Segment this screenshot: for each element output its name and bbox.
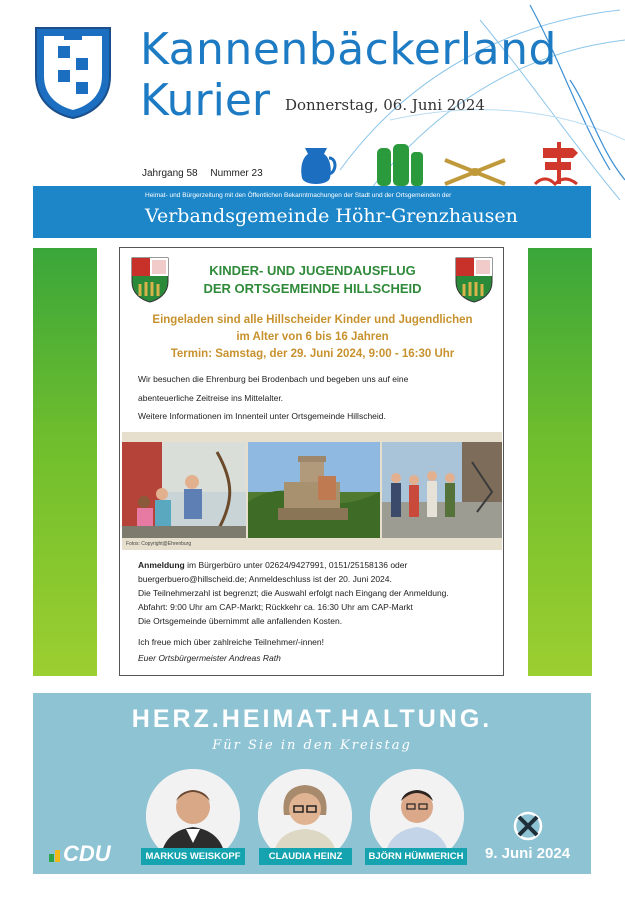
registration-line: buergerbuero@hillscheid.de; Anmeldeschluss ist der 20. Juni 2024. bbox=[138, 574, 392, 584]
invite-date-line: Termin: Samstag, der 29. Juni 2024, 9:00 - 16:30 Uhr bbox=[170, 348, 455, 360]
candidate-name-tag: BJÖRN HÜMMERICH bbox=[365, 848, 467, 865]
issue-meta bbox=[142, 168, 273, 179]
crossed-pipes-icon bbox=[445, 160, 505, 184]
issue-date: Donnerstag, 06. Juni 2024 bbox=[285, 96, 485, 114]
band-title: Verbandsgemeinde Höhr-Grenzhausen bbox=[145, 205, 518, 227]
medieval-group-photo bbox=[382, 442, 502, 538]
campaign-ad bbox=[33, 693, 591, 874]
photo-strip bbox=[122, 432, 502, 550]
campaign-subslogan: Für Sie in den Kreistag bbox=[212, 738, 412, 753]
hillscheid-coat-of-arms-icon bbox=[130, 256, 170, 304]
jug-icon bbox=[301, 148, 335, 184]
signature: Euer Ortsbürgermeister Andreas Rath bbox=[138, 653, 281, 663]
election-date: 9. Juni 2024 bbox=[485, 845, 571, 862]
castle-photo bbox=[248, 442, 380, 538]
town-crest-icon bbox=[34, 26, 112, 120]
registration-line: Abfahrt: 9:00 Uhr am CAP-Markt; Rückkehr ca. 16:30 Uhr am CAP-Markt bbox=[138, 602, 413, 612]
masthead-icons bbox=[295, 140, 595, 190]
notice-title: KINDER- UND JUGENDAUSFLUG bbox=[209, 263, 416, 278]
volume: Jahrgang 58 bbox=[142, 168, 198, 179]
ballot-cross-icon bbox=[511, 809, 545, 843]
right-green-bar bbox=[528, 248, 592, 676]
figures-icon bbox=[377, 144, 423, 186]
intro-text: Weitere Informationen im Innenteil unter Ortsgemeinde Hillscheid. bbox=[138, 411, 386, 421]
registration-label: Anmeldung bbox=[138, 560, 185, 570]
photo-credit: Fotos: Copyright@Ehrenburg bbox=[126, 541, 192, 547]
registration-line: Die Teilnehmerzahl ist begrenzt; die Auswahl erfolgt nach Eingang der Anmeldung. bbox=[138, 588, 449, 598]
cdu-logo-icon bbox=[47, 836, 137, 866]
intro-text: abenteuerliche Zeitreise ins Mittelalter. bbox=[138, 393, 284, 403]
campaign-slogan: HERZ.HEIMAT.HALTUNG. bbox=[131, 705, 493, 733]
left-green-bar bbox=[33, 248, 97, 676]
closing-line: Ich freue mich über zahlreiche Teilnehmer/-innen! bbox=[138, 637, 324, 647]
registration-text: im Bürgerbüro unter 02624/9427991, 0151/25158136 oder bbox=[184, 560, 408, 570]
newspaper-title-second-line: Kurier bbox=[140, 75, 271, 126]
candidate-name-tag: MARKUS WEISKOPF bbox=[141, 848, 245, 865]
issue-number: Nummer 23 bbox=[210, 168, 263, 179]
archery-photo bbox=[122, 442, 246, 538]
intro-text: Wir besuchen die Ehrenburg bei Brodenbach und begeben uns auf eine bbox=[138, 374, 409, 384]
notice-title-second-line: DER ORTSGEMEINDE HILLSCHEID bbox=[203, 281, 422, 296]
newspaper-title: Kannenbäckerland bbox=[140, 24, 557, 75]
hillscheid-coat-of-arms-icon bbox=[454, 256, 494, 304]
registration-line: Die Ortsgemeinde übernimmt alle anfallenden Kosten. bbox=[138, 616, 343, 626]
registration-line bbox=[138, 560, 407, 570]
band-subtitle: Heimat- und Bürgerzeitung mit den Öffentlichen Bekanntmachungen der Stadt und der Ortsgemeinden der bbox=[145, 192, 452, 199]
cdu-logo-text: CDU bbox=[63, 841, 111, 866]
signpost-icon bbox=[535, 142, 578, 184]
excursion-notice bbox=[119, 247, 504, 676]
invite-line: Eingeladen sind alle Hillscheider Kinder und Jugendlichen bbox=[152, 314, 473, 326]
publisher-band bbox=[33, 186, 591, 238]
candidate-name-tag: CLAUDIA HEINZ bbox=[259, 848, 352, 865]
invite-age-line: im Alter von 6 bis 16 Jahren bbox=[236, 331, 389, 343]
masthead bbox=[0, 0, 625, 240]
